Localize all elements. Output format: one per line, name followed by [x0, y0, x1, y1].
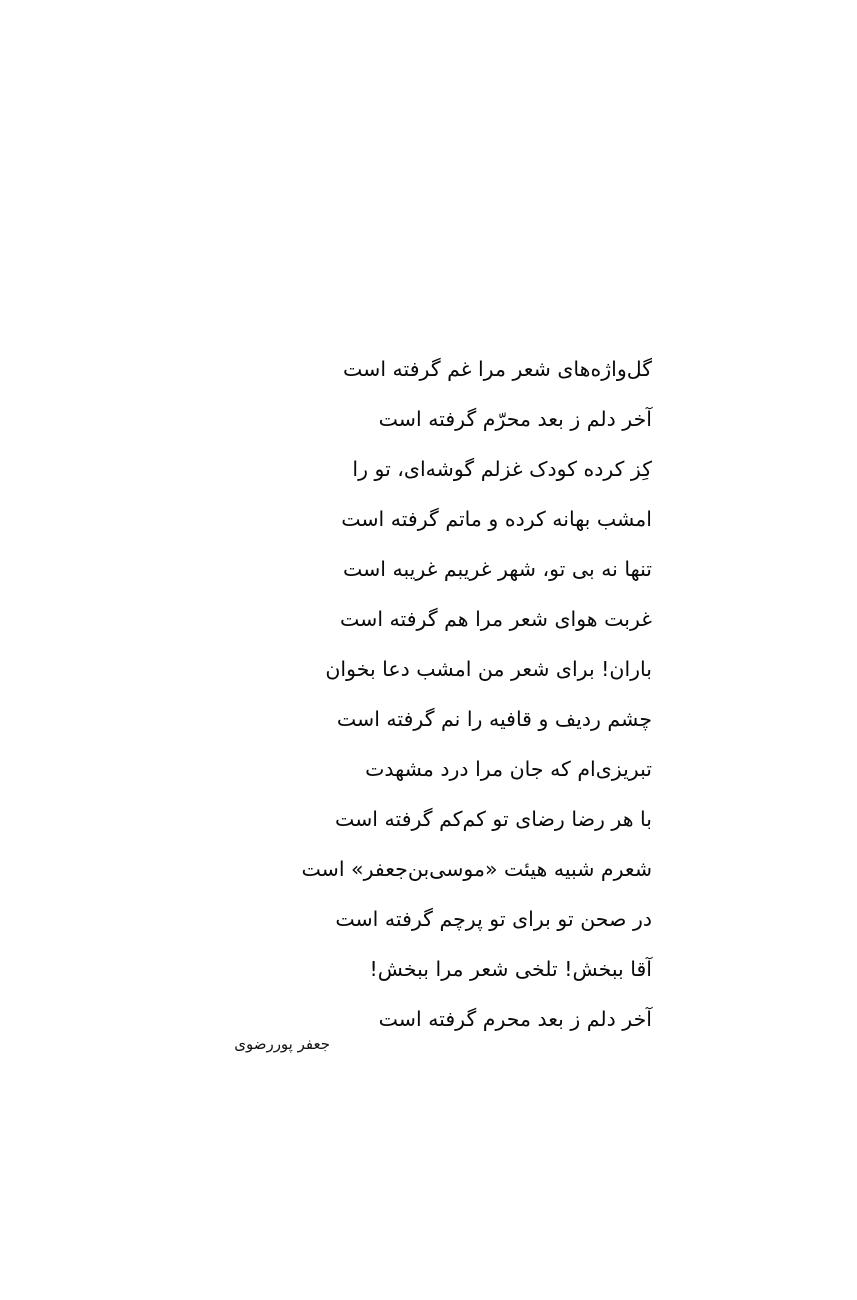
poem-line: چشم ردیف و قافیه را نم گرفته است	[336, 707, 652, 731]
poem-line: تبریزی‌ام که جان مرا درد مشهدت	[365, 757, 652, 781]
poem-line: شعرم شبیه هیئت «موسی‌بن‌جعفر» است	[301, 857, 652, 881]
poem-line: آخر دلم ز بعد محرم گرفته است	[378, 1007, 652, 1031]
author-signature: جعفر پوررضوی	[234, 1035, 330, 1053]
poem-line: امشب بهانه کرده و ماتم گرفته است	[341, 507, 652, 531]
poem-line: آقا ببخش! تلخی شعر مرا ببخش!	[369, 957, 652, 981]
poem-line: باران! برای شعر من امشب دعا بخوان	[325, 657, 652, 681]
poem-line: با هر رضا رضای تو کم‌کم گرفته است	[335, 807, 652, 831]
poem-line: در صحن تو برای تو پرچم گرفته است	[335, 907, 652, 931]
poem-line: کِز کرده کودک غزلم گوشه‌ای، تو را	[352, 457, 652, 481]
poem-line: تنها نه بی تو، شهر غریبم غریبه است	[342, 557, 652, 581]
poem-line: آخر دلم ز بعد محرّم گرفته است	[378, 407, 652, 431]
poem-body	[202, 344, 652, 1044]
poem-line: غربت هوای شعر مرا هم گرفته است	[340, 607, 652, 631]
poem-line: گل‌واژه‌های شعر مرا غم گرفته است	[343, 357, 652, 381]
